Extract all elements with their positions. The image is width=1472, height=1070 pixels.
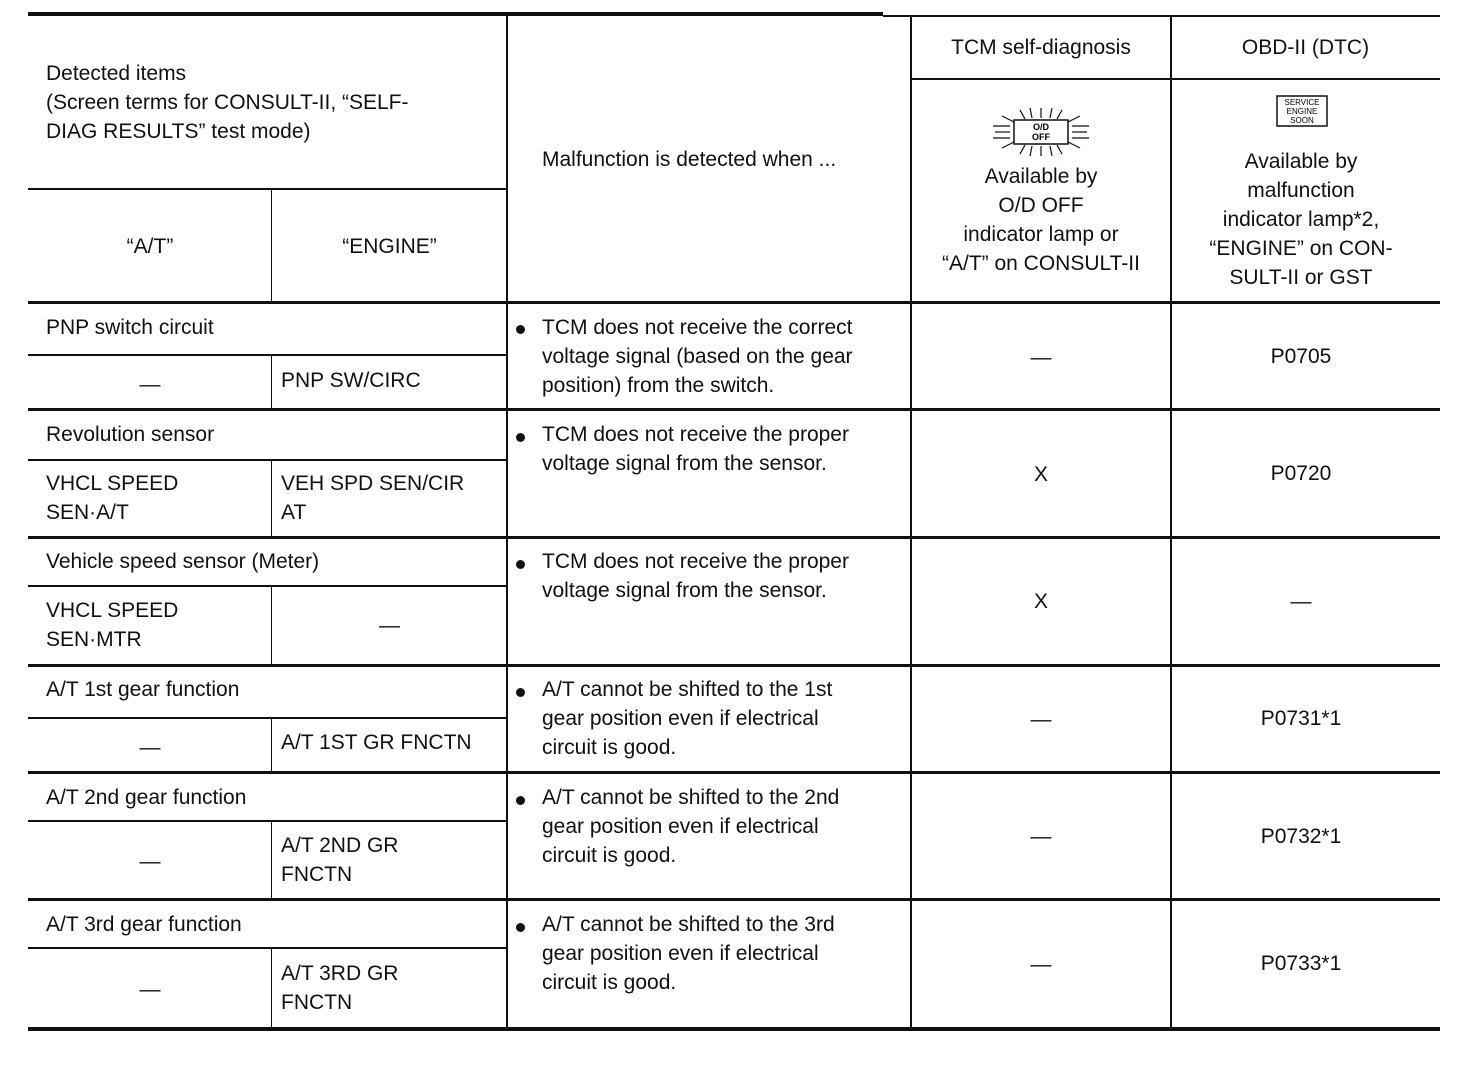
row-at-term: —: [139, 978, 161, 1001]
row-tcm: —: [1030, 708, 1052, 731]
header-tcm-description: Available by O/D OFF indicator lamp or “A/T” on CONSULT-II: [942, 165, 1140, 275]
od-off-lamp-text-1: O/D: [1032, 122, 1050, 132]
row-at-term: —: [139, 736, 161, 759]
header-at-column: “A/T”: [126, 235, 174, 258]
row-malfunction: TCM does not receive the correct voltage signal (based on the gear position) from the switch.: [542, 316, 853, 397]
row-rule: [28, 898, 1440, 901]
row-tcm: —: [1030, 825, 1052, 848]
subrow-rule: [28, 585, 507, 587]
row-tcm: —: [1030, 953, 1052, 976]
sen-lamp-text-2: ENGINE: [1286, 107, 1318, 116]
row-at-term: VHCL SPEED SEN·MTR: [46, 599, 179, 651]
od-off-lamp-icon: [990, 108, 1092, 156]
row-obd: P0732*1: [1260, 825, 1342, 848]
service-engine-soon-lamp-icon: [1276, 95, 1328, 127]
row-at-term: —: [139, 850, 161, 873]
row-obd: P0705: [1270, 345, 1332, 368]
row-engine-term: A/T 3RD GR FNCTN: [281, 962, 399, 1014]
subrow-rule: [28, 947, 507, 949]
row-item-name: A/T 2nd gear function: [46, 786, 247, 809]
table-top-rule: [28, 12, 883, 16]
row-engine-term: PNP SW/CIRC: [281, 369, 421, 392]
bullet-icon: [516, 325, 525, 334]
row-at-term: —: [139, 373, 161, 396]
row-obd: P0733*1: [1260, 952, 1342, 975]
row-engine-term: VEH SPD SEN/CIR AT: [281, 472, 465, 524]
table-top-rule-right: [883, 15, 1440, 17]
header-obd-description: Available by malfunction indicator lamp*2, “ENGINE” on CON- SULT-II or GST: [1209, 150, 1393, 289]
bullet-icon: [516, 923, 525, 932]
hline-header-left: [28, 188, 507, 190]
row-item-name: PNP switch circuit: [46, 316, 214, 339]
bullet-icon: [516, 796, 525, 805]
row-rule: [28, 771, 1440, 774]
header-detected-items: Detected items (Screen terms for CONSULT-II, “SELF- DIAG RESULTS” test mode): [46, 62, 409, 143]
hline-header-right: [911, 78, 1440, 80]
subrow-rule: [28, 354, 507, 356]
row-rule: [28, 664, 1440, 667]
row-rule: [28, 536, 1440, 539]
row-malfunction: TCM does not receive the proper voltage signal from the sensor.: [542, 550, 849, 602]
subrow-rule: [28, 820, 507, 822]
row-obd: P0720: [1270, 462, 1332, 485]
sen-lamp-text-3: SOON: [1290, 116, 1314, 125]
vline-malfunction-left: [506, 15, 508, 1030]
row-tcm: X: [1033, 590, 1048, 613]
row-malfunction: A/T cannot be shifted to the 1st gear position even if electrical circuit is good.: [542, 678, 833, 759]
row-engine-term: A/T 2ND GR FNCTN: [281, 834, 399, 886]
row-obd: P0731*1: [1260, 707, 1342, 730]
row-malfunction: A/T cannot be shifted to the 3rd gear position even if electrical circuit is good.: [542, 913, 835, 994]
row-malfunction: A/T cannot be shifted to the 2nd gear position even if electrical circuit is good.: [542, 786, 840, 867]
row-item-name: A/T 3rd gear function: [46, 913, 242, 936]
row-tcm: X: [1033, 463, 1048, 486]
header-obd-dtc: OBD-II (DTC): [1241, 36, 1370, 59]
sen-lamp-text-1: SERVICE: [1284, 98, 1320, 107]
row-item-name: Vehicle speed sensor (Meter): [46, 550, 320, 573]
header-tcm-self-diagnosis: TCM self-diagnosis: [951, 36, 1131, 59]
row-engine-term: —: [379, 614, 400, 637]
header-malfunction: Malfunction is detected when ...: [542, 148, 837, 171]
row-engine-term: A/T 1ST GR FNCTN: [281, 731, 472, 754]
bullet-icon: [516, 433, 525, 442]
row-tcm: —: [1030, 346, 1052, 369]
row-rule: [28, 301, 1440, 304]
header-engine-column: “ENGINE”: [342, 235, 437, 258]
row-rule: [28, 408, 1440, 411]
table-bottom-rule: [28, 1027, 1440, 1031]
bullet-icon: [516, 688, 525, 697]
row-obd: —: [1290, 590, 1312, 613]
subrow-rule: [28, 717, 507, 719]
vline-at-engine: [271, 460, 272, 538]
bullet-icon: [516, 560, 525, 569]
row-item-name: A/T 1st gear function: [46, 678, 240, 701]
row-at-term: VHCL SPEED SEN·A/T: [46, 472, 179, 524]
row-malfunction: TCM does not receive the proper voltage signal from the sensor.: [542, 423, 849, 475]
subrow-rule: [28, 459, 507, 461]
row-item-name: Revolution sensor: [46, 423, 215, 446]
od-off-lamp-text-2: OFF: [1032, 132, 1050, 142]
